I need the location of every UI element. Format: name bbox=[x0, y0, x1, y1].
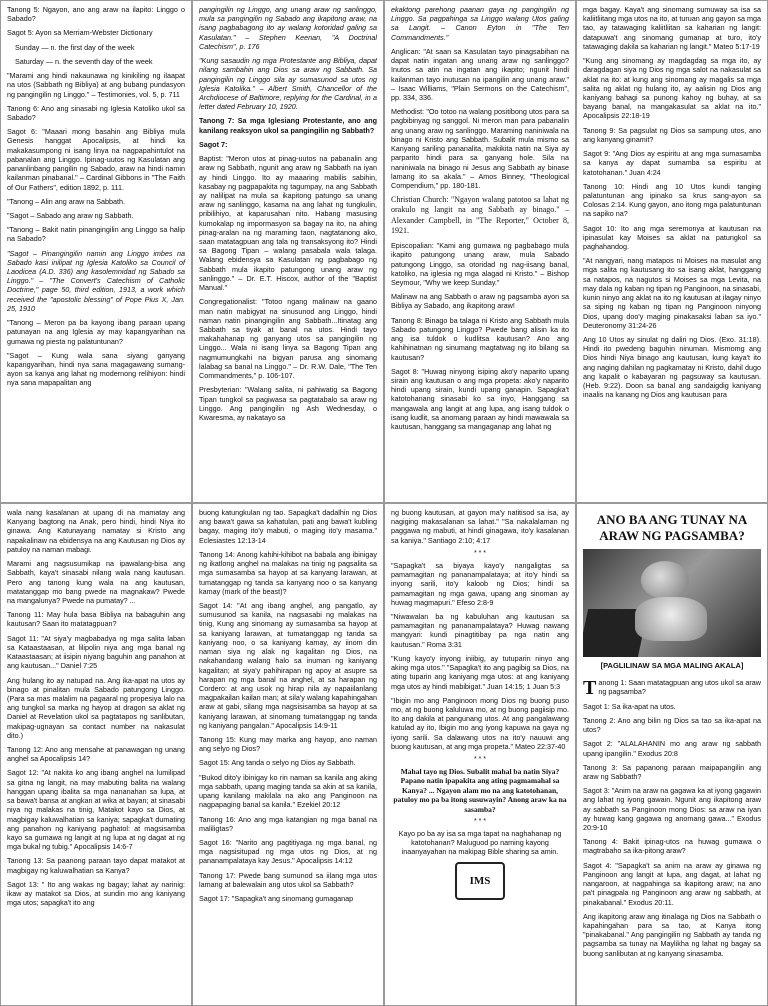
text-paragraph: Anglican: "At saan sa Kasulatan tayo pinagsabihan na dapat natin ingatan ang unang araw ng sanlinggo? Inutos sa atin na ingatan ang ikapito; ngunit hindi kailanman tayo inutusan na ipangilin ang unang araw." – Isaac Williams, "Plain Sermons on the Catechism", pp. 334, 336. bbox=[391, 46, 569, 102]
text-paragraph: "Kung kayo'y inyong iniibig, ay tutuparin ninyo ang aking mga utos." "Sapagka't ito ang pagibig sa Dios, na ating tuparin ang kaniyang mga utos: at ang kaniyang mga utos ay hindi mabibigat." Juan 14:15; 1 Juan 5:3 bbox=[391, 653, 569, 691]
text-paragraph: Sagot 2: "ALALAHANIN mo ang araw ng sabbath upang ipangilin." Exodus 20:8 bbox=[583, 739, 761, 758]
cover-caption: [PAGLILINAW SA MGA MALING AKALA] bbox=[600, 661, 744, 671]
text-paragraph: "Tanong – Alin ang araw na Sabbath. bbox=[7, 196, 126, 206]
separator-stars: * * * bbox=[473, 756, 487, 764]
text-paragraph: Tanong 5: Ngayon, ano ang araw na ilapito: Linggo o Sabado? bbox=[7, 5, 185, 24]
text-paragraph: Tanong 1: Saan matatagpuan ang utos ukol sa araw ng pagsamba? bbox=[583, 677, 761, 700]
text-paragraph: Tanong 13: Sa paanong paraan tayo dapat matakot at magbigay ng kaluwalhatian sa Kanya? bbox=[7, 856, 185, 875]
text-paragraph: Malinaw na ang Sabbath o araw ng pagsamba ayon sa Bibliya ay Sabado, ang ikapitong araw! bbox=[391, 292, 569, 311]
text-paragraph: ng buong kautusan, at gayon ma'y natitisod sa isa, ay nagiging makasalanan sa lahat." "Sa nakalalaman ng paggawa ng mabuti, at hindi ginagawa, ito'y kasalanan sa kaniya." Santiago 2:10; 4:17 bbox=[391, 508, 569, 545]
praying-man-photo bbox=[583, 549, 761, 657]
cover-title: ANO BA ANG TUNAY NA ARAW NG PAGSAMBA? bbox=[596, 512, 748, 543]
text-paragraph: "Bukod dito'y ibinigay ko rin naman sa kanila ang aking mga sabbath, upang maging tanda sa akin at sa kanila, upang kanilang makilala na ako ang Panginoon na nagpapaging banal sa kanila." Ezekiel 20:12 bbox=[199, 772, 377, 810]
text-paragraph: Ang hulang ito ay natupad na. Ang ika-apat na utos ay binago at pinalitan mula Sabado patungong Linggo. (Para sa mas malalim na pagaaral ng propesiya lalo na ang tungkol sa marka ng hayop at dragon sa aklat ng Daniel at Revelation ukol sa pagtatapos ng sanlibutan, makipag-ugnayan sa contact number na nakasulat dito.) bbox=[7, 675, 185, 740]
text-paragraph: buong katungkulan ng tao. Sapagka't dadalhin ng Dios ang bawa't gawa sa kahatulan, pati ang bawa't kubling bagay, maging ito'y mabuti, o maging ito'y masama." Eclesiastes 12:13-14 bbox=[199, 508, 377, 545]
text-paragraph: "Ibigin mo ang Panginoon mong Dios ng buong puso mo, at ng buong kaluluwa mo, at ng buong pagiisip mo. Ito ang dakila at pangunang utos. At ang pangalawang katulad ay ito, Ibigin mo ang iyong kapuwa na gaya ng iyong sarili. Sa dalawang utos na ito'y nauuwi ang buong kautusan, at ang mga propeta." Mateo 22:37-40 bbox=[391, 695, 569, 751]
panel-c bbox=[384, 0, 576, 503]
text-paragraph: mga bagay. Kaya't ang sinomang sumuway sa isa sa kaliitliitang mga utos na ito, at turuan ang gayon sa mga tao, ay tatawaging kaliitliitan sa kaharian ng langit: datapuwa't ang sinomang gumanap at turo, ito'y tatawaging dakila sa kaharian ng langit." Mateo 5:17-19 bbox=[583, 5, 761, 51]
text-paragraph: Tanong 10: Hindi ang 10 Utos kundi tanging palatuntunan ang ipinako sa krus sang-ayon sa Colosas 2:14. Kung gayon, ano itong mga palatuntunan na sapiko na? bbox=[583, 181, 761, 219]
text-paragraph: "Tanong – Bakit natin pinangingilin ang Linggo sa halip na Sabado? bbox=[7, 225, 185, 244]
text-paragraph: ekaktong parehong paanan gaya ng pangingilin ng Linggo. Sa pagpahinga sa Linggo walang Utos galing sa Langit. – Canon Eyton in "The Ten Commandments." bbox=[391, 5, 569, 42]
text-paragraph: Sagot 5: Ayon sa Merriam-Webster Dictionary bbox=[7, 28, 153, 38]
text-paragraph: "Niwawalan ba ng kabuluhan ang kautusan sa pamamagitan ng pananampalataya? Huwag nawang mangyari: kundi pinagtitibay pa nga natin ang kautusan." Roma 3:31 bbox=[391, 611, 569, 649]
text-paragraph: Episcopalian: "Kami ang gumawa ng pagbabago mula ikapito patungong unang araw, mula Sabado patungong Linggo, sa otoridad ng nag-iisang banal, katoliko, na iglesia ng mga alagad ni Kristo." – Bishop Seymour, "Why we keep Sunday." bbox=[391, 241, 569, 287]
text-paragraph: Methodist: "Oo totoo na walang positibong utos para sa pagbibinyag ng sanggol. Ni meron man para pabanalin ang unang araw ng sanlinggo. Maraming naniniwala na binago ni Kristo ang Sabbath. Subalit mula mismo sa Kanyang sariling pananalita, makikita natin na Siya ay parparito hindi para sa ganyang hole. Sila na naniniwala na binago ni Jesus ang Sabbath ay binase lamang ito sa akala." – Amos Binney, "Theological Compendium," pp. 180-181. bbox=[391, 107, 569, 190]
text-paragraph: Marami ang nagsusumikap na ipawalang-bisa ang Sabbath, kaya't sinasabi nilang wala nang kautusan. Pero ang tanong kung wala na ang kautusan, matatanggap mo bang pwede na magnakaw? Pwede na mangalunya? Pwede na pumatay? ... bbox=[7, 559, 185, 605]
text-paragraph: Tanong 9: Sa pagsulat ng Dios sa sampung utos, ano ang kanyang ginamit? bbox=[583, 125, 761, 144]
text-paragraph: Sagot 4: "Sapagka't sa anim na araw ay ginawa ng Panginoon ang langit at lupa, ang dagat, at lahat ng nangaroon, at nagpahinga sa ikapitong araw; na ano pa't pinagpala ng Panginoon ang araw ng sabbath, at pinakabanal." Exodus 20:11. bbox=[583, 860, 761, 907]
text-paragraph: Sagot 15: Ang tanda o selyo ng Dios ay Sabbath. bbox=[199, 758, 356, 768]
text-paragraph: Tanong 3: Sa papanong paraan maipapangilin ang araw ng Sabbath? bbox=[583, 762, 761, 781]
text-paragraph: Ang 10 Utos ay sinulat ng daliri ng Dios. (Exo. 31:18). Hindi ito pwedeng baguhin ninuman. Mismomg ang Dios hindi Niya binago ang kautusan, kung kaya't ito ang naging dahilan ng pagkamatay ni Kristo, dahil dugo ang kapalit o kabayaran ng pagsuway sa kautusan. (Heb. 9:22). Doon sa banal ang sandaigdig kaniyang inaalis na kanang ng Dios ang kautusan para bbox=[583, 335, 761, 400]
text-paragraph: "Kung sasaudin ng mga Protestante ang Bibliya, dapat nilang sambahin ang Dios sa araw ng Sabbath. Sa pangingilin ng Linggo sila ay sumasunod sa utos ng Iglesia Katolika." – Albert Smith, Chancellor of the Archdiocese of Baltimore, replying for the Cardinal, in a letter dated February 10, 1920. bbox=[199, 56, 377, 112]
text-paragraph: "Sagot – Kung wala sana siyang ganyang kapangyarihan, hindi nya sana magagawang sumang-ayon sa kanya ang lahat ng modernong relihiyon: hindi nya sana mapapalitan ang bbox=[7, 350, 185, 388]
panel-e bbox=[0, 503, 192, 1006]
text-paragraph: Christian Church: "Ngayon walang patotoo sa lahat ng orakulo ng langit na ang Sabbath ay binago." – Alexander Campbell, in "The Reporter," October 8, 1921. bbox=[391, 195, 569, 235]
text-paragraph: Tanong 11: May hula basa Bibliya na babaguhin ang kautusan? Saan ito matatagpuan? bbox=[7, 610, 185, 629]
text-paragraph: Sagot 1: Sa ika-apat na utos. bbox=[583, 701, 676, 711]
text-paragraph: Tanong 12: Ano ang mensahe at panawagan ng unang anghel sa Apocalipsis 14? bbox=[7, 745, 185, 764]
text-paragraph: Sagot 6: "Maaari mong basahin ang Bibliya mula Genesis hanggat Apocalipsis, at hindi ka makakasumpong ni isang linya na nagpapahintulot na pabanalan ang Linggo. Ipinag-uutos ng Kasulatan ang pananlinbang pangilin ng Sabado, araw na hindi namin kailanman pinabanal." – Cardinal Gibbons in "The Faith of Our Fathers", edition 1892, p. 111. bbox=[7, 127, 185, 192]
separator-stars: * * * bbox=[473, 549, 487, 557]
text-paragraph: Sagot 16: "Narito ang pagtitiyaga ng mga banal, ng mga nagsisitupad ng mga utos ng Dios, at ng pananampalataya kay Jesus." Apocalipsis 14:12 bbox=[199, 838, 377, 866]
separator-stars: * * * bbox=[473, 817, 487, 825]
text-paragraph: Tanong 6: Ano ang sinasabi ng Iglesia Katoliko ukol sa Sabado? bbox=[7, 103, 185, 122]
text-paragraph: "Sagot – Sabado ang araw ng Sabbath. bbox=[7, 210, 134, 220]
text-paragraph: "At nangyari, nang matapos ni Moises na masulat ang mga salita ng kautusang ito sa isang aklat, hanggang sa natapos, na nagutos si Moises sa mga Levita, na may dala ng kaban ng tipan ng Panginoon, na sinasabi, kunin ninyo ang aklat na ito ng kautusan at ilagay ninyo sa siping ng kaban ng tipan ng Panginoon ninyong Dios, upang doo'y maging pinakasaksi laban sa iyo." Deuteronomy 31:24-26 bbox=[583, 256, 761, 330]
question-heading: Tanong 7: Sa mga Iglesiang Protestante, ano ang kanilang reaksyon ukol sa pangingilin ng Sabbath? bbox=[199, 116, 377, 135]
text-paragraph: "Marami ang hindi nakaunawa ng kinikiling ng ilaapat na utos (Sabbath ng Bibliya) at ang bubang pundasyon ng pangingilin ng Linggo." – Testimonies, vol. 5, p. 711 bbox=[7, 71, 185, 99]
text-paragraph: Sagot 12: "At nakita ko ang ibang anghel na lumilipad sa gitna ng langit, na may mabuting balita na walang hanggan upang ibalita sa mga nananahan sa lupa, at sa bawa't bansa at angkan at wika at bayan; at sinasabi niya ng malakas na tinig, Matakot kayo sa Dios, at magbigay kaluwalhatian sa kaniya; sapagka't dumating ang panahon ng kaniyang paghatol: at magsisamba kayo sa gumawa ng langit at ng lupa at ng dagat at ng mga bukal ng tubig." Apocalipsis 14:6-7 bbox=[7, 768, 185, 852]
text-paragraph: "Tanong – Meron pa ba kayong ibang paraan upang patunayan na ang Iglesia ay may kapangyarihan na gumawa ng piesta ng palatuntunan? bbox=[7, 318, 185, 346]
panel-g bbox=[384, 503, 576, 1006]
dropcap: T bbox=[583, 677, 597, 700]
text-paragraph: "Sagot – Pinangingilin namin ang Linggo imbes na Sabado kasi inilipat ng Iglesia Katoliko sa Council of Laodicea (A.D. 336) ang kasolemnidad ng Sabado sa Linggo." – "The Convert's Catechism of Catholic Doctrine," page 50, third edition, 1913, a work which received the "apostolic blessing" of Pope Pius X, Jan. 25, 1910 bbox=[7, 248, 185, 313]
text-paragraph: Sagot 13: " Ito ang wakas ng bagay; lahat ay narinig: ikaw ay matakot sa Dios, at sundin mo ang kaniyang mga utos; sapagka't ito ang bbox=[7, 879, 185, 908]
text-paragraph: Tanong 2: Ano ang bilin ng Dios sa tao sa ika-apat na utos? bbox=[583, 715, 761, 735]
text-paragraph: Sagot 17: "Sapagka't ang sinomang gumaganap bbox=[199, 894, 354, 904]
text-paragraph: Baptist: "Meron utos at pinag-uutos na pabanalin ang araw ng Sabbath, ngunit ang araw ng Sabbath na iyan ay hindi Linggo. Ito ay maaaring mabilis sabihin, kasabay ng pagpapakita ng tagumpay, na ang Sabbath ay nalilipat na mula sa ikapitong patungo sa unang araw ng sanlinggo, kasama na ang lahat ng tungkulin, pribilihiyo, at kaparusahan nito. Habang masusing kumokalap ng impormasyon sa bagay na ito, na ahing pinag-aralan na ng maraming taon, nagtatanong ako, saan matatagpuan ang tala ng transaksyong ito? Hindi sa Bagong Tipan – walang pasabala wala talaga. Walang ebidensya sa Kasulatan ng pagbabago ng Sabbath mula ikapito patungong unang araw ng sanlinggo." – Dr. E.T. Hiscox, author of the "Baptist Manual." bbox=[199, 154, 377, 293]
text-paragraph: Sagot 9: "Ang Dios ay espiritu at ang mga sumasamba sa kanya ay dapat sumamba sa espiritu at katotohanan." Juan 4:24 bbox=[583, 149, 761, 177]
text-paragraph: Tanong 14: Anong kahihi-kihibot na babala ang ibinigay ng ikatlong anghel na malakas na tinig ng pagsalita sa mga sumasamba sa hayop at sa kanyang larawan, at tumatanggap ng tanda sa kanyang noo o sa kanyang kamay (mark of the beast)? bbox=[199, 549, 377, 596]
text-paragraph: Congregationalist: "Totoo ngang malinaw na gaano man natin mabigyat na sinusunod ang Linggo, hindi naman natin pinangingilin ang Sabbath...Itinatag ang Sabbath sa tiyak at banal na utos. Hindi tayo makahahanap ng ganyang utos sa pangingilin ng Linggo... Wala ni isang linya sa Bagong Tipan ang nagmumungkahi na bigyan parusa ang sinomang lalabag sa banal na Linggo." – Dr. R.W. Dale, "The Ten Commandments," p. 106-107. bbox=[199, 297, 377, 381]
text-paragraph: Ang ikapitong araw ang itinalaga ng Dios na Sabbath o kapahingahan para sa tao, at Kanya itong "pinakabanal." Ang pangingilin ng Sabbath ay tanda ng pagsamba sa tunay na Maylikha ng lahat ng bagay sa buong sanlibutan at ng kanyang sinasamba. bbox=[583, 911, 761, 958]
text-paragraph: Tanong 4: Bakit ipinag-utos na huwag gumawa o magtrabaho sa ika-pitong araw? bbox=[583, 837, 761, 856]
ims-logo: IMS bbox=[455, 862, 505, 900]
panel-f bbox=[192, 503, 384, 1006]
panel-a bbox=[0, 0, 192, 503]
text-paragraph: Sunday — n. the first day of the week bbox=[15, 42, 135, 52]
text-paragraph: Tanong 16: Ano ang mga katangian ng mga banal na maliligtas? bbox=[199, 814, 377, 833]
answer-heading: Sagot 7: bbox=[199, 139, 228, 149]
panel-h-cover bbox=[576, 503, 768, 1006]
panel-d bbox=[576, 0, 768, 503]
text-paragraph: Tanong 8: Binago ba talaga ni Kristo ang Sabbath mula Sabado patungong Linggo? Pwede bang alisin ka ito ang isa tuldok o kudlitsa kautusan? Ano ang kahihinatnan ng sinumang magtatwag ng ito bilang sa kautusan? bbox=[391, 315, 569, 362]
text-paragraph: wala nang kasalanan at upang di na mamatay ang Kanyang bagtong na Anak, pero hindi, hindi Niya ito ginawa. Ang Katunayang namatay si Kristo ang napakalinaw na ebidensya na ang Kautusan ng Dios ay patuloy na naman mabagi. bbox=[7, 508, 185, 554]
text-paragraph: Sagot 10: Ito ang mga seremonya at kautusan na ipinasulat kay Moises sa aklat na patungkol sa paghahandog. bbox=[583, 223, 761, 252]
text-paragraph: Sagot 11: "At siya'y magbabadya ng mga salita laban sa Kataastaasan, at lilipolin niya ang mga banal ng Kataastaasan; at iisipin niyang baguhin ang panahon at ang kautusan..." Daniel 7:25 bbox=[7, 633, 185, 671]
closing-message: Mahal tayo ng Dios. Subalit mahal ba natin Siya? Papano natin ipapakita ang ating pagmamahal sa Kanya? ... Ngayon alam mo na ang katotohanan, patuloy mo pa ba itong susuwayin? Anong araw ka na sasamba? bbox=[393, 767, 567, 814]
text-paragraph: Tanong 15: Kung may marka ang hayop, ano naman ang selyo ng Dios? bbox=[199, 735, 377, 754]
panel-b bbox=[192, 0, 384, 503]
text-paragraph: Sagot 14: "At ang ibang anghel, ang pangatlo, ay sumusunod sa kanila, na nagsasabi ng malakas na tinig, Kung ang sinomang ay sumasamba sa hayop at sa kaniyang larawan, at tumatanggap ng tanda sa kaniyang noo, o sa kaniyang kamay, ay iinom din naman siya ng alak ng kagalitan ng Dios, na nakahandang walang halo sa inuman ng kaniyang kagalitan; at siya'y pahihirapan ng apoy at asupre sa harapan ng mga banal na anghel, at sa harapan ng Cordero: at ang usok ng hirap nila ay napaiilanlang magpakailan kailan man; at sila'y walang kapahingahan araw at gabi, silang mga nagsisisamba sa hayop at sa kaniyang larawan, at sinomang tumatanggap ng tanda ng kaniyang pangalan." Apocalipsis 14:9-11 bbox=[199, 600, 377, 730]
text-paragraph: pangingilin ng Linggo, ang unang araw ng sanlinggo, mula sa pangingilin ng Sabado ang ikapitong araw, na isang pagbabagong ito ay walang kotoridad galing sa Kasulatan." – Stephen Keenan, "A Doctrinal Catechism", p. 176 bbox=[199, 5, 377, 51]
text-paragraph: "Kung ang sinomang ay magdagdag sa mga ito, ay daragdagan siya ng Dios ng mga salot na nakasulat sa aklat na ito: at kung ang sinomang ay magalis sa mga salita ng aklat ng hulang ito, ay aalisin ng Dios ang kaniyang bahagi sa punong kahoy ng buhay, at sa bayang banal, na mangakasulat sa aklat na ito." Apocalipsis 22:18-19 bbox=[583, 56, 761, 121]
invitation-text: Kayo po ba ay isa sa mga tapat na naghahanap ng katotohanan? Maluguod po naming kayong inaanyayahan na makipag Bible sharing sa amin. bbox=[398, 828, 562, 857]
text-paragraph: Presbyterian: "Walang salita, ni pahiwatig sa Bagong Tipan tungkol sa pagiwasa sa pagtatabalo sa araw ng Linggo. Ang pangingilin ng Ash Wednesday, o Kwaresma, ay nakatayo sa bbox=[199, 385, 377, 422]
text-paragraph: Sagot 3: "Anim na araw na gagawa ka at iyong gagawin ang lahat ng iyong gawain. Ngunit ang ikapitong araw ay sabbath sa Panginoon mong Dios: sa araw na iyan ay huwag kang gagawa ng anomang gawa..." Exodus 20:9-10 bbox=[583, 786, 761, 833]
text-paragraph: "Sapagka't sa biyaya kayo'y nangaligtas sa pamamagitan ng pananampalataya; at ito'y hindi sa inyong sarili, ito'y kaloob ng Dios; hindi sa pamamagitan ng mga gawa, upang ang sinoman ay huwag magmapuri." Efeso 2:8-9 bbox=[391, 560, 569, 607]
text-paragraph: Sagot 8: "Huwag ninyong isiping ako'y naparito upang sirain ang kautusan o ang mga propeta: ako'y naparito hindi upang sirain, kundi upang ganapin. Sapagka't katotohanang sinasabi ko sa inyo, Hanggang sa mangawala ang langit at ang lupa, ang isang tuldok o isang kudlit, sa anomang paraan ay hindi mawawala sa kautusan, hanggang sa mangaganap ang lahat ng bbox=[391, 366, 569, 432]
text-paragraph: Tanong 17: Pwede bang sumunod sa iilang mga utos lamang at balewalain ang utos ukol sa Sabbath? bbox=[199, 870, 377, 889]
text-paragraph: Saturday — n. the seventh day of the week bbox=[15, 56, 153, 66]
